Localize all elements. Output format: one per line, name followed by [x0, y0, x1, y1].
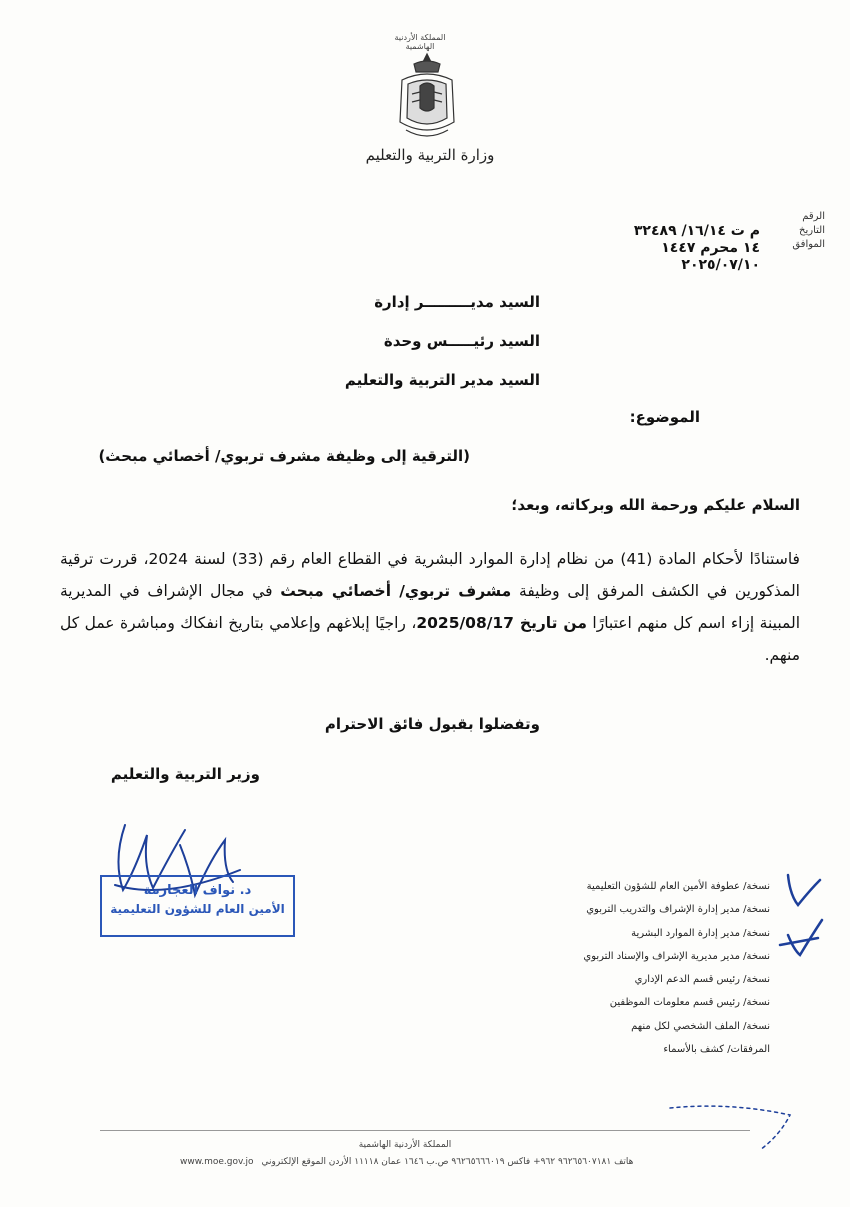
footer-divider	[100, 1130, 750, 1131]
official-stamp	[100, 875, 295, 937]
copy-item: نسخة/ عطوفة الأمين العام للشؤون التعليمية	[586, 881, 770, 892]
body-part: ، راجيًا إبلاغهم وإعلامي بتاريخ انفكاك ومباشرة عمل كل منهم.	[60, 614, 800, 664]
copy-item: نسخة/ مدير إدارة الإشراف والتدريب التربوي	[586, 904, 770, 916]
subject-text: (الترقية إلى وظيفة مشرف تربوي/ أخصائي مبحث)	[98, 447, 470, 465]
signatory-title: وزير التربية والتعليم	[110, 765, 260, 783]
reference-labels	[765, 210, 825, 252]
stamp-name: د. نواف العجارمة	[143, 883, 252, 898]
body-part: فاستنادًا لأحكام المادة (41) من نظام إدارة الموارد البشرية في القطاع العام رقم (33) لسنة 2024، قررت ترقية المذكورين في الكشف المرفق إلى وظيفة	[60, 550, 800, 600]
subject-label: الموضوع:	[629, 408, 700, 426]
handwritten-checkmark-icon	[770, 850, 830, 970]
stamp-title: الأمين العام للشؤون التعليمية	[110, 902, 285, 916]
copy-item: نسخة/ مدير مديرية الإشراف والإسناد التربوي	[583, 950, 770, 962]
body-part: في مجال الإشراف في المديرية المبينة إزاء اسم كل منهم اعتبارًا	[60, 582, 801, 632]
greeting: السلام عليكم ورحمة الله وبركاته، وبعد؛	[511, 496, 800, 514]
closing-line: وتفضلوا بقبول فائق الاحترام	[324, 715, 540, 733]
reference-label-date: التاريخ	[799, 225, 825, 236]
recipient-line: السيد رئيـــــس وحدة	[383, 332, 540, 350]
copy-item: نسخة/ رئيس قسم معلومات الموظفين	[609, 997, 770, 1009]
body-emphasis: مشرف تربوي/ أخصائي مبحث	[280, 582, 512, 600]
recipients-block	[300, 283, 540, 400]
footer-address: هاتف ٩٦٢٦٥٦٠٧١٨١ ٩٦٢+ فاكس ٩٦٢٦٥٦٦٦٠١٩ ص.ب ١٦٤٦ عمان ١١١١٨ الأردن الموقع الإلكتروني	[261, 1157, 634, 1167]
crest-caption: المملكة الأردنية الهاشمية	[394, 33, 446, 51]
gregorian-date: ٢٠٢٥/٠٧/١٠	[681, 257, 760, 273]
reference-label-corresponding: الموافق	[792, 239, 825, 250]
copies-list	[470, 875, 770, 1061]
reference-label-number: الرقم	[802, 211, 825, 222]
letter-body	[60, 543, 800, 671]
footer-country: المملكة الأردنية الهاشمية	[358, 1140, 452, 1150]
hijri-date: ١٤ محرم ١٤٤٧	[661, 240, 760, 256]
recipient-line: السيد مدير التربية والتعليم	[344, 371, 540, 389]
ministry-name: وزارة التربية والتعليم	[365, 146, 495, 164]
copy-item: نسخة/ مدير إدارة الموارد البشرية	[631, 927, 770, 939]
recipient-line: السيد مديـــــــــر إدارة	[374, 293, 540, 311]
footer-website: www.moe.gov.jo	[180, 1157, 254, 1167]
body-emphasis: من تاريخ 2025/08/17	[416, 614, 587, 632]
copy-item: نسخة/ الملف الشخصي لكل منهم	[631, 1020, 770, 1032]
footer-contact	[180, 1157, 690, 1167]
copy-item: نسخة/ رئيس قسم الدعم الإداري	[634, 974, 770, 986]
coat-of-arms-icon	[392, 50, 462, 142]
reference-number: م ت ١٦/١٤/ ٣٢٤٨٩	[633, 223, 760, 239]
attachments-line: المرفقات/ كشف بالأسماء	[663, 1044, 770, 1056]
reference-values	[610, 223, 760, 274]
